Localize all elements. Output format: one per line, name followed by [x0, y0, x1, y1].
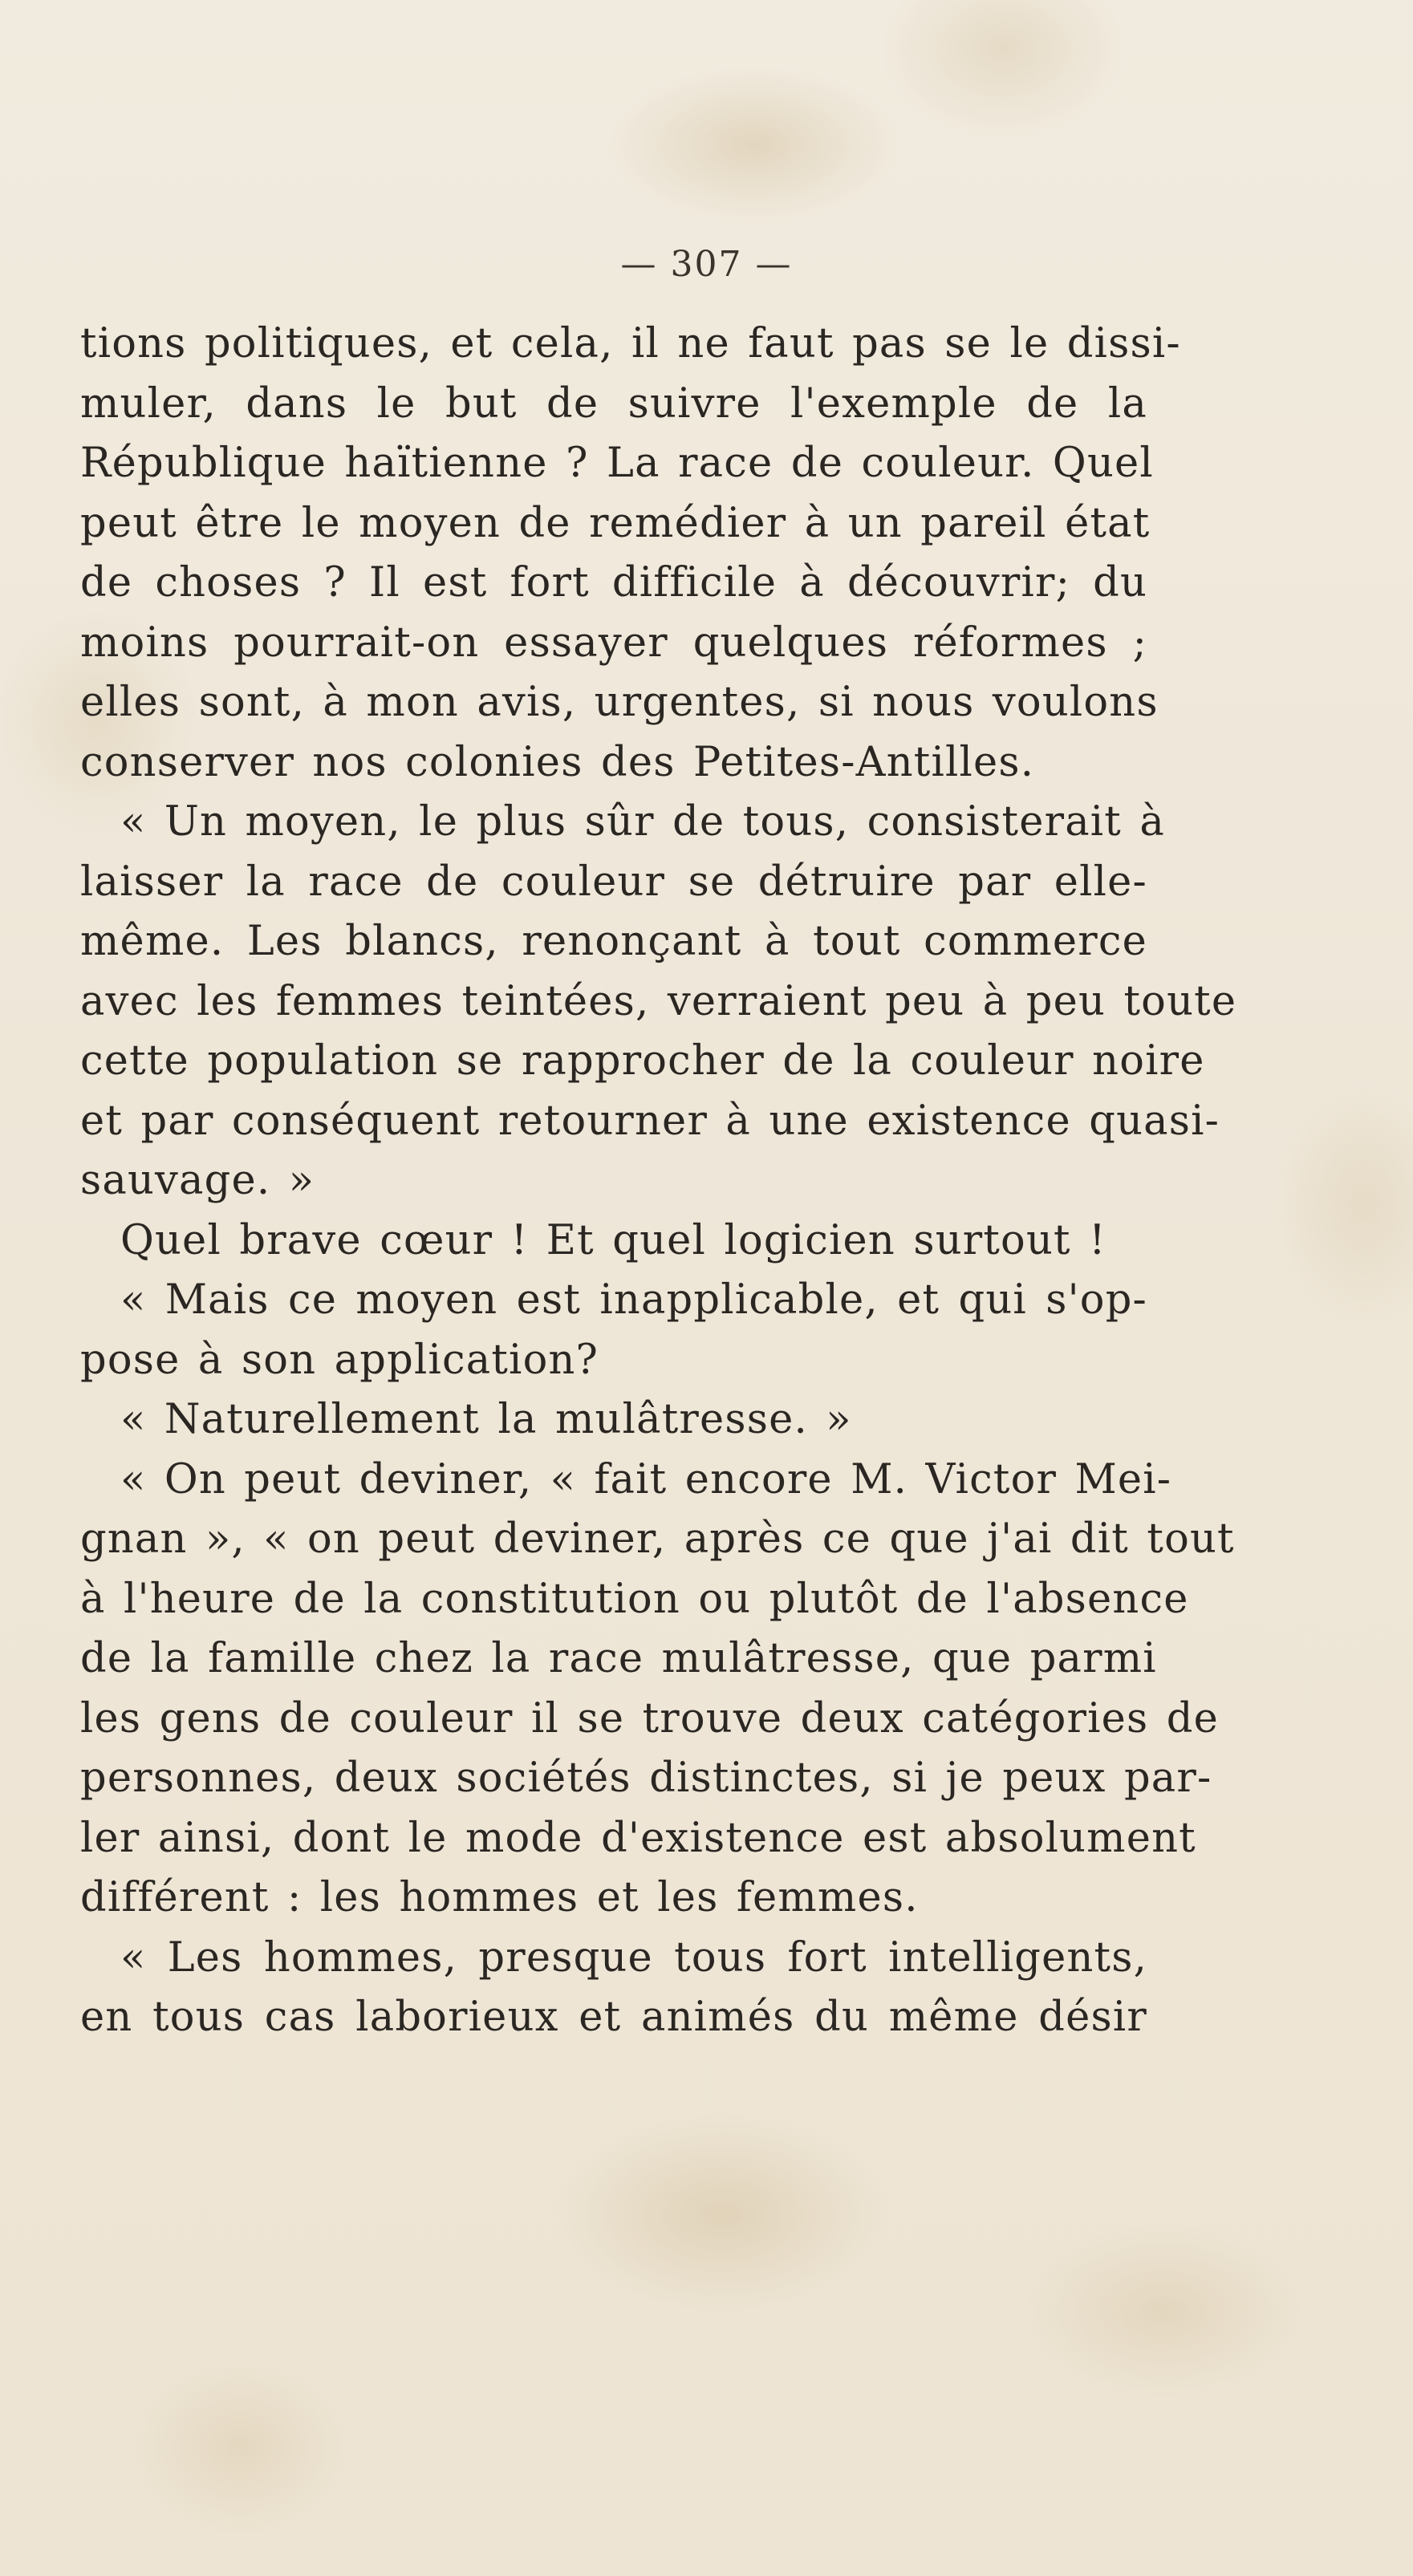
- text-line: les gens de couleur il se trouve deux catégories de: [80, 1694, 1219, 1742]
- page-number: — 307 —: [620, 244, 793, 285]
- text-line: gnan », « on peut deviner, après ce que j'ai dit tout: [80, 1515, 1235, 1563]
- text-line: de choses ? Il est fort difficile à découvrir; du: [80, 559, 1147, 606]
- text-line: muler, dans le but de suivre l'exemple de la: [80, 379, 1147, 428]
- text-line: à l'heure de la constitution ou plutôt de l'absence: [80, 1575, 1189, 1623]
- text-line: même. Les blancs, renonçant à tout commerce: [80, 918, 1147, 965]
- text-line: peut être le moyen de remédier à un pareil état: [80, 499, 1151, 547]
- text-line: République haïtienne ? La race de couleur. Quel: [80, 440, 1154, 487]
- text-line: Quel brave cœur ! Et quel logicien surtout !: [120, 1216, 1106, 1264]
- text-line: conserver nos colonies des Petites-Antilles.: [80, 738, 1035, 786]
- text-line: différent : les hommes et les femmes.: [80, 1874, 919, 1921]
- text-line: laisser la race de couleur se détruire par elle-: [80, 858, 1147, 906]
- text-line: personnes, deux sociétés distinctes, si je peux par-: [80, 1755, 1212, 1802]
- text-line: « Un moyen, le plus sûr de tous, consisterait à: [120, 798, 1166, 846]
- body-text: [80, 314, 1237, 2048]
- text-line: moins pourrait-on essayer quelques réformes ;: [80, 619, 1147, 667]
- text-line: sauvage. »: [80, 1157, 315, 1204]
- text-line: cette population se rapprocher de la couleur noire: [80, 1037, 1205, 1085]
- text-line: avec les femmes teintées, verraient peu à peu toute: [80, 977, 1237, 1025]
- text-line: « Mais ce moyen est inapplicable, et qui s'op-: [120, 1276, 1147, 1324]
- text-line: « On peut deviner, « fait encore M. Victor Mei-: [120, 1455, 1172, 1503]
- text-line: et par conséquent retourner à une existence quasi-: [80, 1097, 1220, 1145]
- text-line: « Naturellement la mulâtresse. »: [120, 1396, 852, 1443]
- text-line: ler ainsi, dont le mode d'existence est absolument: [80, 1814, 1196, 1862]
- text-line: pose à son application?: [80, 1336, 599, 1384]
- text-line: en tous cas laborieux et animés du même désir: [80, 1994, 1147, 2041]
- text-line: elles sont, à mon avis, urgentes, si nous voulons: [80, 679, 1159, 726]
- text-line: tions politiques, et cela, il ne faut pas se le dissi-: [80, 320, 1181, 367]
- text-line: « Les hommes, presque tous fort intelligents,: [120, 1933, 1147, 1982]
- text-line: de la famille chez la race mulâtresse, que parmi: [80, 1635, 1157, 1682]
